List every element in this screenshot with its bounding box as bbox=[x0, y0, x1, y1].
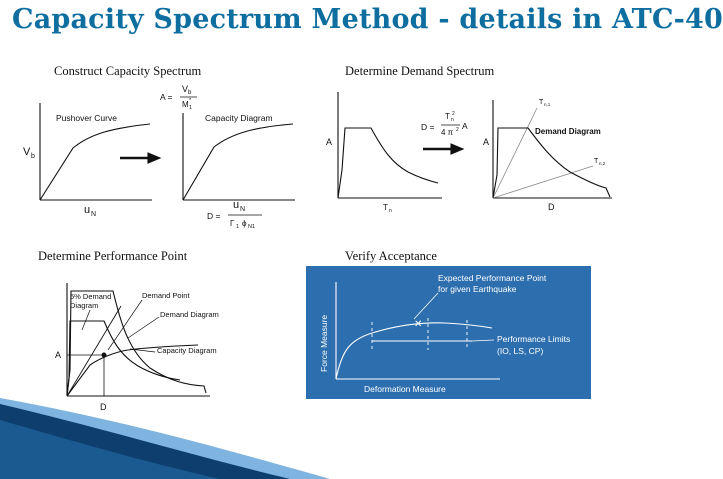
p4-y-label: A bbox=[483, 137, 490, 147]
p6-expected-2: for given Earthquake bbox=[438, 284, 517, 294]
p2-formula-d-den-sub: 1 bbox=[236, 224, 240, 230]
p5-radial-line bbox=[67, 306, 121, 396]
p2-curve-label: Capacity Diagram bbox=[205, 113, 273, 123]
p2-formula-d-den-phi: ϕ bbox=[242, 219, 247, 228]
p5-label-demand-point: Demand Point bbox=[142, 291, 190, 300]
p5-label-capacity-diagram: Capacity Diagram bbox=[157, 346, 217, 355]
caption-verify: Verify Acceptance bbox=[345, 249, 437, 263]
p1-y-sub: b bbox=[31, 153, 35, 160]
p5-x-label: D bbox=[100, 402, 107, 412]
p4-ray2-sub: n,2 bbox=[599, 161, 606, 166]
p1-x-label: u bbox=[84, 204, 91, 216]
demand-spectrum-curve bbox=[338, 128, 438, 198]
p2-formula-d-num-sub: N bbox=[240, 206, 246, 213]
p4-x-label: D bbox=[548, 202, 555, 212]
caption-performance: Determine Performance Point bbox=[38, 249, 188, 263]
p2-formula-a-num-sub: b bbox=[188, 90, 192, 96]
panel-performance-point bbox=[55, 283, 219, 412]
p3-formula-num: T bbox=[445, 112, 450, 121]
p6-expected-1: Expected Performance Point bbox=[438, 273, 547, 283]
capacity-curve bbox=[183, 124, 293, 200]
slide-title: Capacity Spectrum Method - details in ATC-40 bbox=[12, 4, 723, 35]
p3-y-label: A bbox=[326, 137, 333, 147]
caption-construct: Construct Capacity Spectrum bbox=[54, 64, 202, 78]
p3-formula-den: 4 π bbox=[441, 128, 454, 137]
p3-formula-lhs: D = bbox=[421, 122, 435, 132]
p1-x-sub: N bbox=[91, 211, 97, 218]
p2-formula-d-num: u bbox=[233, 199, 240, 211]
p4-ray-tn2 bbox=[493, 166, 593, 198]
p2-formula-d-lhs: D = bbox=[207, 211, 221, 221]
p4-ray2-label: T bbox=[594, 158, 599, 165]
p4-ray1-label: T bbox=[539, 99, 544, 106]
p2-formula-a-lhs: A = bbox=[160, 92, 173, 102]
p5-leader-demand-point bbox=[108, 300, 142, 350]
p2-formula-a-den-sup: * bbox=[189, 98, 192, 104]
caption-demand: Determine Demand Spectrum bbox=[345, 64, 495, 78]
p5-label-5pct-2: Diagram bbox=[70, 301, 99, 310]
p5-leader-demand-diagram bbox=[128, 317, 159, 338]
arrow-1-head bbox=[148, 153, 160, 163]
p2-formula-d-den-phi-sub: N1 bbox=[248, 224, 256, 230]
p4-ray1-sub: n,1 bbox=[544, 102, 551, 107]
arrow-1 bbox=[120, 153, 160, 163]
pushover-curve bbox=[40, 124, 150, 200]
p6-limits-1: Performance Limits bbox=[497, 334, 571, 344]
p6-limits-2: (IO, LS, CP) bbox=[497, 346, 544, 356]
p1-curve-label: Pushover Curve bbox=[56, 113, 117, 123]
p5-leader-capacity bbox=[130, 349, 155, 352]
p5-demand-point-dot bbox=[102, 353, 107, 358]
arrow-2 bbox=[423, 144, 463, 154]
p3-formula-num-sup: 2 bbox=[452, 111, 455, 117]
p1-y-label: V bbox=[23, 146, 31, 158]
p6-y-label: Force Measure bbox=[319, 314, 329, 372]
p6-x-label: Deformation Measure bbox=[364, 384, 446, 394]
p5-label-demand-diagram: Demand Diagram bbox=[160, 310, 219, 319]
p6-performance-marker: ✕ bbox=[414, 319, 423, 330]
p3-formula-rhs: A bbox=[462, 121, 468, 131]
p5-demand-inner bbox=[67, 321, 180, 396]
p2-formula-a-den: M bbox=[182, 100, 189, 109]
p4-ray-tn1 bbox=[493, 108, 537, 198]
p2-formula-a-num: V bbox=[182, 84, 189, 94]
p4-curve-label: Demand Diagram bbox=[535, 127, 601, 136]
p3-formula-den-sup: 2 bbox=[456, 127, 459, 133]
p2-formula-a-den-sub: 1 bbox=[189, 105, 193, 111]
p3-x-label: T bbox=[383, 203, 388, 212]
p3-x-sub: n bbox=[389, 208, 392, 214]
p5-leader-5pct bbox=[82, 310, 90, 330]
panel-verify-acceptance bbox=[306, 266, 591, 399]
panel-demand-diagram bbox=[483, 99, 612, 212]
p5-y-label: A bbox=[55, 350, 62, 360]
p3-formula-num-sub: n bbox=[451, 117, 454, 123]
panel-capacity bbox=[160, 84, 295, 230]
panel-demand-spectrum bbox=[326, 92, 468, 214]
p2-formula-d-den: Γ bbox=[230, 219, 235, 228]
panel-pushover bbox=[23, 103, 152, 218]
p5-label-5pct-1: 5% Demand bbox=[70, 292, 112, 301]
arrow-2-head bbox=[451, 144, 463, 154]
